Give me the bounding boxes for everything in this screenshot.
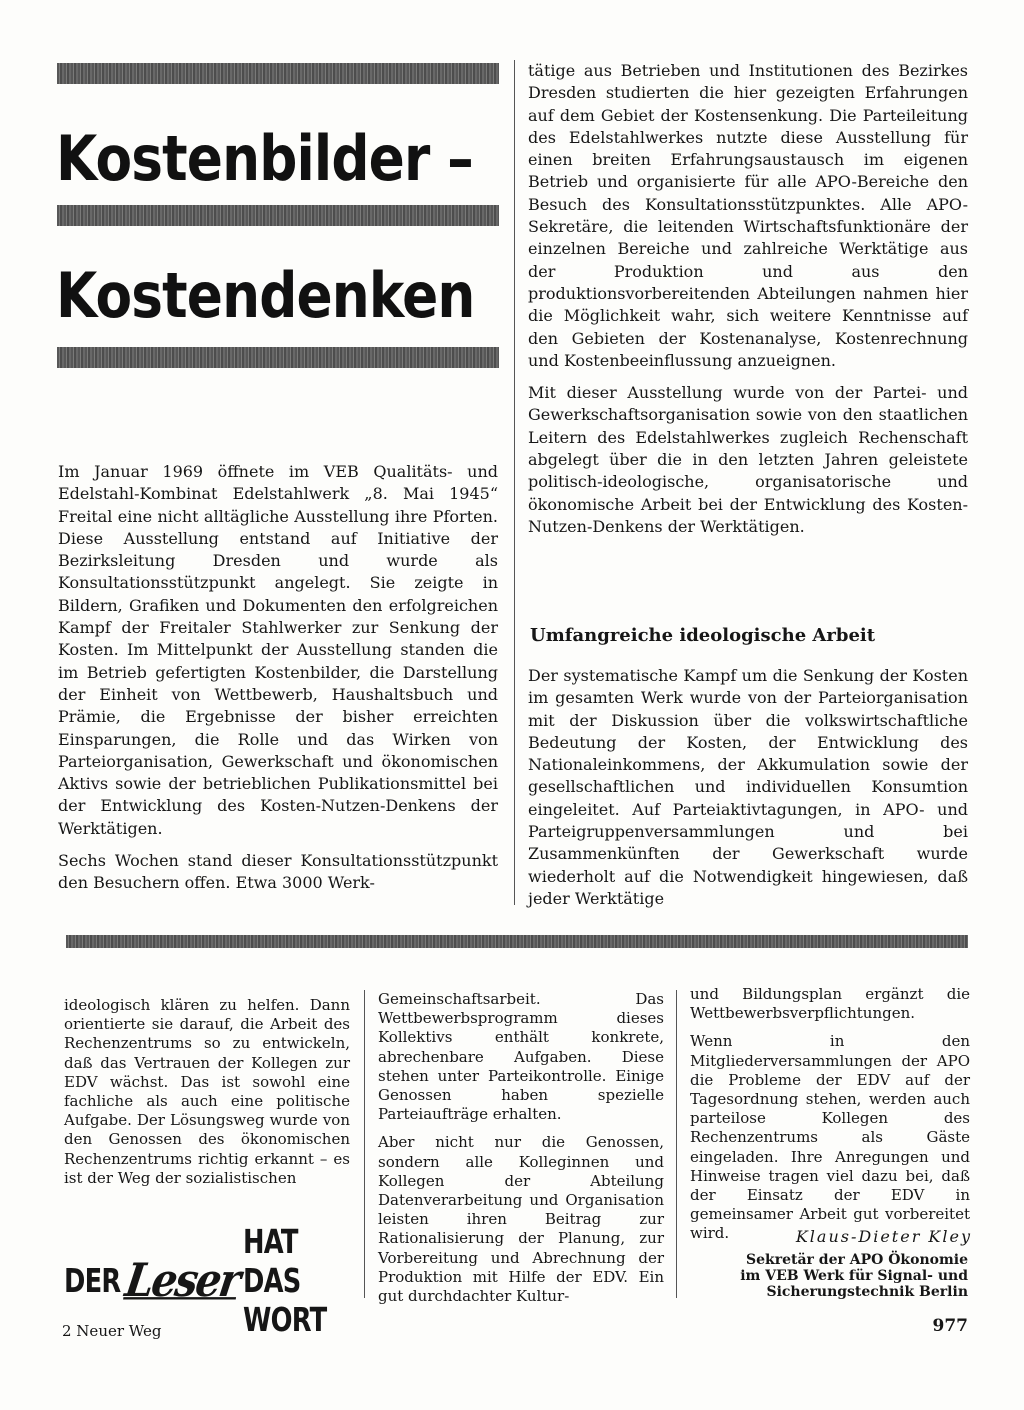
section-subheading: Umfangreiche ideologische Arbeit (530, 625, 876, 646)
headline-line-2: Kostendenken (56, 259, 475, 332)
author-role-line: im VEB Werk für Signal- und (740, 1268, 968, 1284)
column-divider (676, 990, 677, 1298)
paragraph: Gemeinschaftsarbeit. Das Wettbewerbsprogramm dieses Kollektivs enthält konkrete, abrechenbare Aufgaben. Diese stehen unter Parteikontrolle. Einige Genossen haben spezielle Parteiaufträge erhalten. (378, 990, 664, 1124)
column-divider (514, 60, 515, 905)
paragraph: Im Januar 1969 öffnete im VEB Qualitäts- und Edelstahl-Kombinat Edelstahlwerk „8. Mai 1945“ Freital eine nicht alltägliche Ausstellung ihre Pforten. Diese Ausstellung entstand auf Initiative der Bezirksleitung Dresden und wurde als Konsultationsstützpunkt angelegt. Sie zeigte in Bildern, Grafiken und Dokumenten den erfolgreichen Kampf der Freitaler Stahlwerker zur Senkung der Kosten. Im Mittelpunkt der Ausstellung standen die im Betrieb gefertigten Kostenbilder, die Darstellung der Einheit von Wettbewerb, Haushaltsbuch und Prämie, die Ergebnisse der bisher erreichten Einsparungen, die Rolle und das Wirken von Parteiorganisation, Gewerkschaft und ökonomischen Aktivs sowie der betrieblichen Publikationsmittel bei der Entwicklung des Kosten-Nutzen-Denkens der Werktätigen. (58, 462, 498, 838)
paragraph: Sechs Wochen stand dieser Konsultationsstützpunkt den Besuchern offen. Etwa 3000 Werk- (58, 851, 498, 893)
author-name: Klaus-Dieter Kley (795, 1227, 972, 1246)
paragraph: tätige aus Betrieben und Institutionen des Bezirkes Dresden studierten die hier gezeigten Erfahrungen auf dem Gebiet der Kostensenkung. Die Parteileitung des Edelstahlwerkes nutzte diese Ausstellung für einen breiten Erfahrungsaustausch im eigenen Betrieb und organisierte für alle APO-Bereiche den Besuch des Konsultationsstützpunktes. Alle APO-Sekretäre, die leitenden Wirtschaftsfunktionäre der einzelnen Bereiche und zahlreiche Werktätige aus der Produktion und aus den produktionsvorbereitenden Abteilungen nahmen hier die Möglichkeit wahr, sich weitere Kenntnisse auf den Gebieten der Kostenanalyse, Kostenrechnung und Kostenbeeinflussung anzueignen. (528, 61, 968, 370)
decorative-bar-top (57, 63, 499, 84)
article2-column-1 (64, 996, 350, 1197)
paragraph: Der systematische Kampf um die Senkung der Kosten im gesamten Werk wurde von der Parteiorganisation mit der Diskussion über die volkswirtschaftliche Bedeutung der Kosten, der Entwicklung des Nationaleinkommens, der Akkumulation sowie der gesellschaftlichen und individuellen Konsumtion eingeleitet. Auf Parteiaktivtagungen, in APO- und Parteigruppenversammlungen und bei Zusammenkünften der Gewerkschaft wurde wiederholt auf die Notwendigkeit hingewiesen, daß jeder Werktätige (528, 666, 968, 908)
decorative-bar-middle (57, 205, 499, 226)
paragraph: ideologisch klären zu helfen. Dann orientierte sie darauf, die Arbeit des Rechenzentrums so zu entwickeln, daß das Vertrauen der Kollegen zur EDV wächst. Das ist sowohl eine fachliche als auch eine politische Aufgabe. Der Lösungsweg wurde von den Genossen des ökonomischen Rechenzentrums richtig erkannt – es ist der Weg der sozialistischen (64, 996, 350, 1187)
section-divider (66, 935, 968, 948)
paragraph: Wenn in den Mitgliederversammlungen der APO die Probleme der EDV auf der Tagesordnung stehen, werden auch parteilose Kollegen des Rechenzentrums als Gäste eingeladen. Ihre Anregungen und Hinweise tragen viel dazu bei, daß der Einsatz der EDV in gemeinsamer Arbeit gut vorbereitet wird. (690, 1032, 970, 1243)
author-role (698, 1252, 968, 1300)
article2-column-3 (690, 985, 970, 1253)
paragraph: und Bildungsplan ergänzt die Wettbewerbsverpflichtungen. (690, 985, 970, 1023)
decorative-bar-bottom (57, 347, 499, 368)
logo-word-der: DER (64, 1260, 121, 1300)
paragraph: Mit dieser Ausstellung wurde von der Partei- und Gewerkschaftsorganisation sowie von den staatlichen Leitern des Edelstahlwerkes zugleich Rechenschaft abgelegt über die in den letzten Jahren geleistete politisch-ideologische, organisatorische und ökonomische Arbeit bei der Entwicklung des Kosten-Nutzen-Denkens der Werktätigen. (528, 383, 968, 536)
article1-column-1 (58, 461, 498, 905)
logo-word-hat-das-wort: HAT DAS WORT (242, 1221, 327, 1339)
folio: 2 Neuer Weg (62, 1322, 162, 1340)
column-divider (364, 990, 365, 1298)
paragraph: Aber nicht nur die Genossen, sondern alle Kolleginnen und Kollegen der Abteilung Datenverarbeitung und Organisation leisten ihren Beitrag zur Rationalisierung der Planung, zur Vorbereitung und Abrechnung der Produktion mit Hilfe der EDV. Ein gut durchdachter Kultur- (378, 1133, 664, 1306)
headline-line-1: Kostenbilder – (56, 122, 473, 195)
article2-column-2 (378, 990, 664, 1315)
article1-column-2 (528, 60, 968, 548)
logo-word-leser: Leser (121, 1252, 243, 1308)
author-role-line: Sekretär der APO Ökonomie (746, 1252, 968, 1268)
article1-column-2-continued (528, 665, 968, 920)
page-number: 977 (932, 1316, 968, 1336)
author-role-line: Sicherungstechnik Berlin (766, 1284, 968, 1300)
